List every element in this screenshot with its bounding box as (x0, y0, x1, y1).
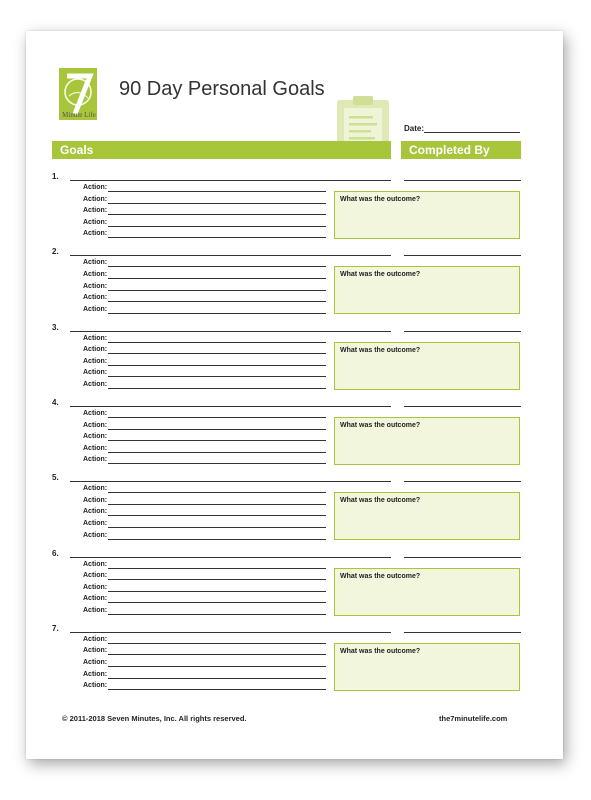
completed-by-input-line[interactable] (404, 406, 521, 407)
action-label: Action: (83, 444, 108, 452)
action-label: Action: (83, 456, 108, 464)
action-input-line[interactable] (108, 463, 326, 464)
action-label: Action: (83, 485, 108, 493)
action-label: Action: (83, 635, 108, 643)
worksheet-page (26, 31, 563, 759)
action-input-line[interactable] (108, 440, 326, 441)
action-input-line[interactable] (108, 191, 326, 192)
outcome-box[interactable] (334, 342, 520, 390)
action-input-line[interactable] (108, 417, 326, 418)
action-label: Action: (83, 294, 108, 302)
action-label: Action: (83, 595, 108, 603)
goal-number: 1. (52, 172, 59, 181)
action-label: Action: (83, 369, 108, 377)
action-input-line[interactable] (108, 290, 326, 291)
action-label: Action: (83, 496, 108, 504)
action-input-line[interactable] (108, 342, 326, 343)
action-label: Action: (83, 184, 108, 191)
outcome-label: What was the outcome? (340, 647, 421, 655)
action-label: Action: (83, 682, 108, 690)
action-label: Action: (83, 195, 108, 203)
action-label: Action: (83, 531, 108, 539)
goal-input-line[interactable] (70, 406, 391, 407)
action-label: Action: (83, 346, 108, 354)
outcome-box[interactable] (334, 643, 520, 691)
goal-input-line[interactable] (70, 632, 391, 633)
action-label: Action: (83, 520, 108, 527)
goal-input-line[interactable] (70, 557, 391, 558)
goal-input-line[interactable] (70, 255, 391, 256)
goal-number: 2. (52, 247, 59, 257)
outcome-label: What was the outcome? (340, 271, 421, 279)
action-label: Action: (83, 270, 108, 278)
action-input-line[interactable] (108, 666, 326, 667)
action-input-line[interactable] (108, 353, 326, 354)
outcome-box[interactable] (334, 417, 520, 465)
action-label: Action: (83, 421, 108, 429)
action-input-line[interactable] (108, 301, 326, 302)
goal-number: 3. (52, 322, 59, 332)
action-label: Action: (83, 381, 108, 388)
action-input-line[interactable] (108, 515, 326, 516)
action-input-line[interactable] (108, 388, 326, 389)
action-label: Action: (83, 259, 108, 267)
date-field[interactable] (424, 132, 520, 133)
website-text: the7minutelife.com (439, 714, 508, 723)
goals-header: Goals (52, 141, 391, 159)
action-label: Action: (83, 606, 108, 614)
copyright-text: © 2011-2018 Seven Minutes, Inc. All rights reserved. (62, 714, 247, 723)
action-label: Action: (83, 560, 108, 568)
action-label: Action: (83, 357, 108, 365)
goal-number: 5. (52, 473, 59, 483)
goal-input-line[interactable] (70, 180, 391, 181)
action-input-line[interactable] (108, 591, 326, 592)
action-input-line[interactable] (108, 527, 326, 528)
action-input-line[interactable] (108, 429, 326, 430)
outcome-box[interactable] (334, 266, 520, 314)
date-label: Date: (404, 124, 425, 133)
completed-by-header: Completed By (401, 141, 521, 159)
action-input-line[interactable] (108, 278, 326, 279)
action-input-line[interactable] (108, 313, 326, 314)
outcome-label: What was the outcome? (340, 346, 421, 354)
action-input-line[interactable] (108, 614, 326, 615)
action-input-line[interactable] (108, 237, 326, 238)
action-label: Action: (83, 647, 108, 655)
action-input-line[interactable] (108, 643, 326, 644)
action-label: Action: (83, 659, 108, 666)
outcome-label: What was the outcome? (340, 572, 421, 580)
outcome-label: What was the outcome? (340, 421, 421, 429)
action-label: Action: (83, 409, 108, 417)
outcome-box[interactable] (334, 568, 520, 616)
action-input-line[interactable] (108, 689, 326, 690)
action-input-line[interactable] (108, 579, 326, 580)
page-title: 90 Day Personal Goals (119, 78, 325, 100)
action-input-line[interactable] (108, 365, 326, 366)
action-label: Action: (83, 572, 108, 580)
action-label: Action: (83, 583, 108, 591)
outcome-label: What was the outcome? (340, 196, 421, 203)
action-input-line[interactable] (108, 376, 326, 377)
goal-input-line[interactable] (70, 481, 391, 482)
completed-by-input-line[interactable] (404, 481, 521, 482)
completed-by-input-line[interactable] (404, 557, 521, 558)
action-input-line[interactable] (108, 678, 326, 679)
completed-by-input-line[interactable] (404, 180, 521, 181)
action-label: Action: (83, 334, 108, 342)
action-input-line[interactable] (108, 203, 326, 204)
action-label: Action: (83, 230, 108, 238)
action-input-line[interactable] (108, 602, 326, 603)
outcome-label: What was the outcome? (340, 497, 421, 505)
action-input-line[interactable] (108, 539, 326, 540)
goal-input-line[interactable] (70, 331, 391, 332)
goal-number: 7. (52, 623, 59, 633)
completed-by-input-line[interactable] (404, 632, 521, 633)
completed-by-input-line[interactable] (404, 255, 521, 256)
action-label: Action: (83, 433, 108, 441)
action-label: Action: (83, 508, 108, 516)
action-input-line[interactable] (108, 266, 326, 267)
action-input-line[interactable] (108, 504, 326, 505)
outcome-box[interactable] (334, 492, 520, 540)
action-label: Action: (83, 218, 108, 226)
goal-number: 6. (52, 548, 59, 558)
action-input-line[interactable] (108, 492, 326, 493)
action-input-line[interactable] (108, 226, 326, 227)
action-input-line[interactable] (108, 568, 326, 569)
action-label: Action: (83, 670, 108, 678)
logo-text: Minute Life (62, 111, 96, 119)
action-input-line[interactable] (108, 654, 326, 655)
action-label: Action: (83, 282, 108, 290)
action-input-line[interactable] (108, 452, 326, 453)
action-input-line[interactable] (108, 214, 326, 215)
action-label: Action: (83, 305, 108, 313)
completed-by-input-line[interactable] (404, 331, 521, 332)
outcome-box[interactable] (334, 191, 520, 239)
action-label: Action: (83, 207, 108, 215)
goal-number: 4. (52, 397, 59, 407)
